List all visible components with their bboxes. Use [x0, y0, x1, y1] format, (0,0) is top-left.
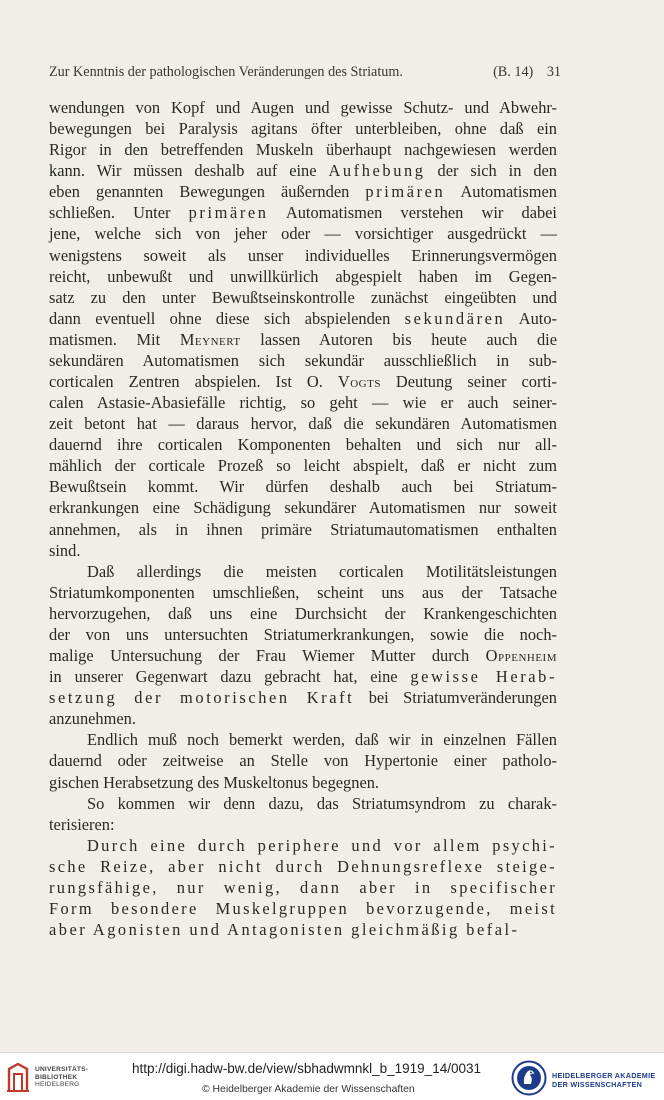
library-logo-line-2: BIBLIOTHEK — [35, 1073, 78, 1081]
academy-seal-icon — [511, 1060, 547, 1096]
permalink-url[interactable]: http://digi.hadw-bw.de/view/sbhadwmnkl_b_1919_14/0031 — [132, 1061, 481, 1076]
text-run: zeit betont hat — daraus hervor, daß die sekundären Automatismen — [49, 414, 557, 434]
text-run: Automatismen verstehen wir dabei — [268, 203, 557, 223]
text-run: dann eventuell ohne diese sich abspielenden — [49, 308, 405, 328]
text-run: mählich der corticale Prozeß so leicht abspielt, daß er nicht zum — [49, 456, 557, 476]
text-run: reicht, unbewußt und unwillkürlich abgespielt haben im Gegen- — [49, 266, 557, 286]
text-run: Endlich muß noch bemerkt werden, daß wir in einzelnen Fällen — [87, 730, 557, 750]
text-run: So kommen wir denn dazu, das Striatumsyndrom zu charak- — [87, 793, 557, 813]
text-run: hervorzugehen, daß uns eine Durchsicht der Krankengeschichten — [49, 603, 557, 623]
text-line — [49, 350, 557, 371]
body-text — [49, 97, 557, 940]
text-line — [49, 793, 557, 814]
text-line — [49, 455, 557, 476]
text-run: schließen. Unter — [49, 203, 189, 223]
text-line — [49, 687, 557, 708]
text-line — [49, 835, 557, 856]
text-line — [49, 497, 557, 518]
library-logo-icon — [6, 1063, 30, 1093]
text-run: Form besondere Muskelgruppen bevorzugende, meist — [49, 898, 557, 918]
text-run: lassen Autoren bis heute auch die — [240, 329, 557, 349]
text-line — [49, 287, 557, 308]
text-run: setzung der motorischen Kraft — [49, 688, 355, 708]
text-run: jene, welche sich von jeher oder — vorsichtiger ausgedrückt — — [49, 224, 557, 244]
text-line — [49, 919, 557, 940]
university-library-logo[interactable] — [6, 1061, 98, 1095]
text-run: der von uns untersuchten Striatumerkrankungen, sowie die noch- — [49, 624, 557, 644]
text-run: Rigor in den betreffenden Muskeln überhaupt nachgewiesen werden — [49, 140, 557, 160]
text-line — [49, 856, 557, 877]
text-run: Meynert — [179, 329, 241, 349]
text-line — [49, 181, 557, 202]
volume-number: (B. 14) — [493, 64, 534, 80]
text-run: sche Reize, aber nicht durch Dehnungsreflexe steige- — [49, 856, 557, 876]
text-run: Aufhebung — [328, 161, 426, 181]
footer-bar — [0, 1052, 664, 1100]
text-run: kann. Wir müssen deshalb auf eine — [49, 161, 329, 181]
text-run: anzunehmen. — [49, 709, 136, 729]
running-title: Zur Kenntnis der pathologischen Veränderungen des Striatum. — [49, 64, 403, 80]
text-run: wenigstens soweit als unser individuelles Erinnerungsvermögen — [49, 245, 557, 265]
text-line — [49, 645, 557, 666]
text-line — [49, 898, 557, 919]
text-line — [49, 223, 557, 244]
text-run: annehmen, als in ihnen primäre Striatumautomatismen enthalten — [49, 519, 557, 539]
text-run: sind. — [49, 540, 81, 560]
text-line — [49, 772, 557, 793]
text-run: Durch eine durch periphere und vor allem psychi- — [87, 835, 557, 855]
text-run: bewegungen bei Paralysis agitans öfter unterbleiben, ohne daß ein — [49, 119, 557, 139]
text-run: erkrankungen eine Schädigung sekundärer Automatismen nur soweit — [49, 498, 557, 518]
text-run: gischen Herabsetzung des Muskeltonus begegnen. — [49, 772, 380, 792]
text-run: in unserer Gegenwart dazu gebracht hat, eine — [49, 667, 411, 687]
text-line — [49, 329, 557, 350]
text-run: Deutung seiner corti- — [380, 372, 557, 392]
text-run: aber Agonisten und Antagonisten gleichmäßig befal- — [49, 920, 520, 940]
academy-logo[interactable] — [511, 1060, 661, 1096]
text-line — [49, 97, 557, 118]
text-line — [49, 476, 557, 497]
running-head — [49, 64, 561, 81]
text-run: calen Astasie-Abasiefälle richtig, so geht — wie er auch seiner- — [49, 393, 557, 413]
library-logo-line-3: HEIDELBERG — [35, 1081, 80, 1089]
text-line — [49, 666, 557, 687]
text-line — [49, 582, 557, 603]
text-line — [49, 729, 557, 750]
text-run: Daß allerdings die meisten corticalen Motilitätsleistungen — [87, 561, 557, 581]
text-run: gewisse Herab- — [410, 667, 557, 687]
text-line — [49, 139, 557, 160]
academy-logo-line-1: HEIDELBERGER AKADEMIE — [552, 1071, 656, 1080]
text-run: malige Untersuchung der Frau Wiemer Mutter durch — [49, 646, 486, 666]
text-run: Auto- — [505, 308, 557, 328]
academy-logo-line-2: DER WISSENSCHAFTEN — [552, 1080, 643, 1089]
text-run: wendungen von Kopf und Augen und gewisse Schutz- und Abwehr- — [49, 98, 557, 117]
text-run: der sich in den — [425, 161, 557, 181]
text-line — [49, 413, 557, 434]
text-line — [49, 434, 557, 455]
text-run: Striatumkomponenten umschließen, scheint uns aus der Tatsache — [49, 582, 557, 602]
text-run: Vogts — [337, 372, 381, 392]
text-line — [49, 624, 557, 645]
text-line — [49, 877, 557, 898]
text-line — [49, 371, 557, 392]
text-run: bei Striatumveränderungen — [354, 688, 557, 708]
text-run: dauernd oder zeitweise an Stelle von Hypertonie einer patholo- — [49, 751, 557, 771]
text-line — [49, 308, 557, 329]
text-run: rungsfähige, nur wenig, dann aber in specifischer — [49, 877, 557, 897]
text-line — [49, 160, 557, 181]
text-run: satz zu den unter Bewußtseinskontrolle zunächst eingeübten und — [49, 287, 557, 307]
copyright-notice: © Heidelberger Akademie der Wissenschaften — [202, 1084, 415, 1095]
text-line — [49, 118, 557, 139]
text-line — [49, 561, 557, 582]
text-run: dauernd ihre corticalen Komponenten behalten und sich nur all- — [49, 435, 557, 455]
text-line — [49, 540, 557, 561]
text-line — [49, 519, 557, 540]
text-line — [49, 750, 557, 771]
text-line — [49, 603, 557, 624]
text-line — [49, 266, 557, 287]
library-logo-line-1: UNIVERSITÄTS- — [35, 1066, 89, 1073]
text-line — [49, 245, 557, 266]
text-run: primären — [188, 203, 269, 223]
text-line — [49, 708, 557, 729]
text-run: eben genannten Bewegungen äußernden — [49, 182, 366, 202]
text-run: Oppenheim — [485, 646, 557, 666]
text-line — [49, 202, 557, 223]
text-run: primären — [365, 182, 446, 202]
text-run: matismen. Mit — [49, 329, 180, 349]
text-run: sekundären Automatismen sich sekundär ausschließlich in sub- — [49, 350, 557, 370]
text-line — [49, 814, 557, 835]
text-run: corticalen Zentren abspielen. Ist O. — [49, 372, 338, 392]
text-line — [49, 392, 557, 413]
text-run: Bewußtsein kommt. Wir dürfen deshalb auch bei Striatum- — [49, 477, 557, 497]
text-run: Automatismen — [445, 182, 557, 202]
page-number: 31 — [546, 64, 561, 80]
text-run: sekundären — [404, 308, 506, 328]
text-run: terisieren: — [49, 814, 115, 834]
